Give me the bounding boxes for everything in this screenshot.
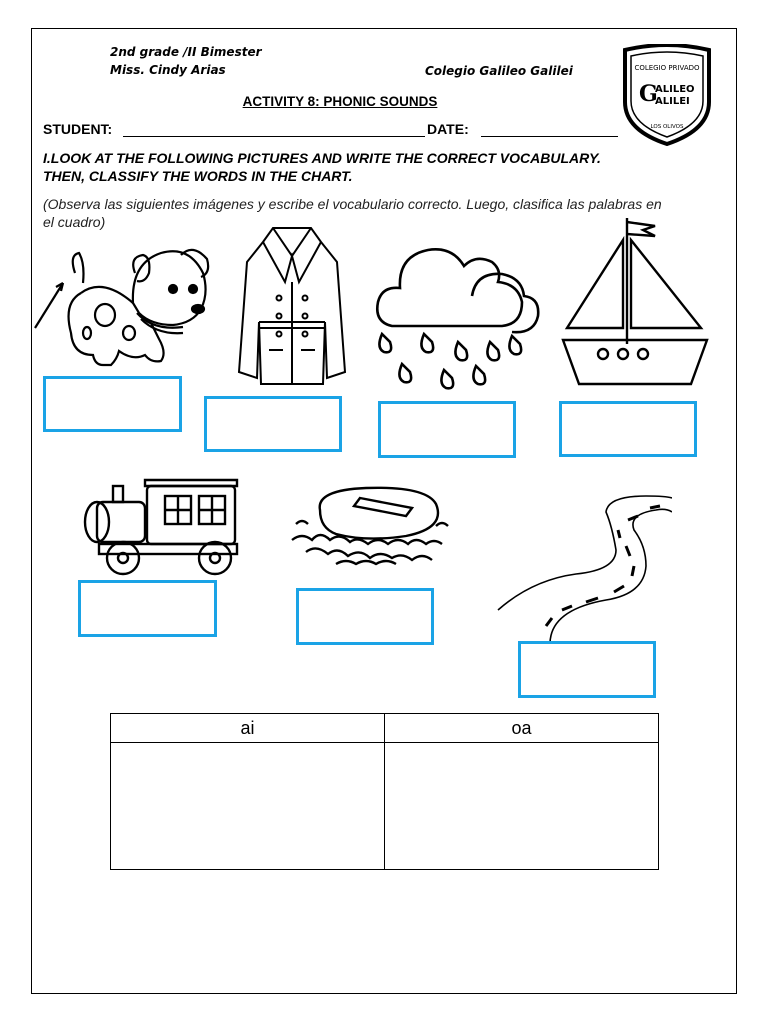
answer-box-boat[interactable] <box>559 401 697 457</box>
date-label: DATE: <box>427 121 469 137</box>
lake-icon <box>286 484 456 576</box>
logo-word-2: ALILEI <box>655 96 690 107</box>
student-label: STUDENT: <box>43 121 113 137</box>
answer-box-dog[interactable] <box>43 376 182 432</box>
chart-header-oa: oa <box>385 714 659 743</box>
dog-icon <box>33 243 213 373</box>
answer-box-rain[interactable] <box>378 401 516 458</box>
school-label: Colegio Galileo Galilei <box>425 64 573 78</box>
road-icon <box>496 490 672 644</box>
chart-cell-oa[interactable] <box>385 743 659 870</box>
answer-box-road[interactable] <box>518 641 656 698</box>
rain-cloud-icon <box>372 226 542 394</box>
classification-chart <box>110 713 659 870</box>
instructions-english: I.LOOK AT THE FOLLOWING PICTURES AND WRITE THE CORRECT VOCABULARY. THEN, CLASSIFY THE WORDS IN THE CHART. <box>43 150 601 184</box>
train-icon <box>69 472 245 578</box>
chart-cell-ai[interactable] <box>111 743 385 870</box>
logo-bottom-text: LOS OLIVOS <box>650 124 684 130</box>
logo-word-1: ALILEO <box>655 84 695 95</box>
activity-title: ACTIVITY 8: PHONIC SOUNDS <box>242 94 438 109</box>
student-name-line[interactable] <box>123 136 425 137</box>
date-line[interactable] <box>481 136 618 137</box>
instructions-spanish: (Observa las siguientes imágenes y escribe el vocabulario correcto. Luego, clasifica las palabras en el cuadro) <box>43 196 662 230</box>
grade-label: 2nd grade /II Bimester <box>110 45 262 59</box>
boat-icon <box>561 216 709 388</box>
answer-box-coat[interactable] <box>204 396 342 452</box>
chart-header-ai: ai <box>111 714 385 743</box>
answer-box-train[interactable] <box>78 580 217 637</box>
teacher-label: Miss. Cindy Arias <box>110 63 226 77</box>
logo-arc-text: COLEGIO PRIVADO <box>634 64 700 72</box>
answer-box-lake[interactable] <box>296 588 434 645</box>
coat-icon <box>233 222 351 392</box>
logo-letter-1: G <box>639 81 658 107</box>
